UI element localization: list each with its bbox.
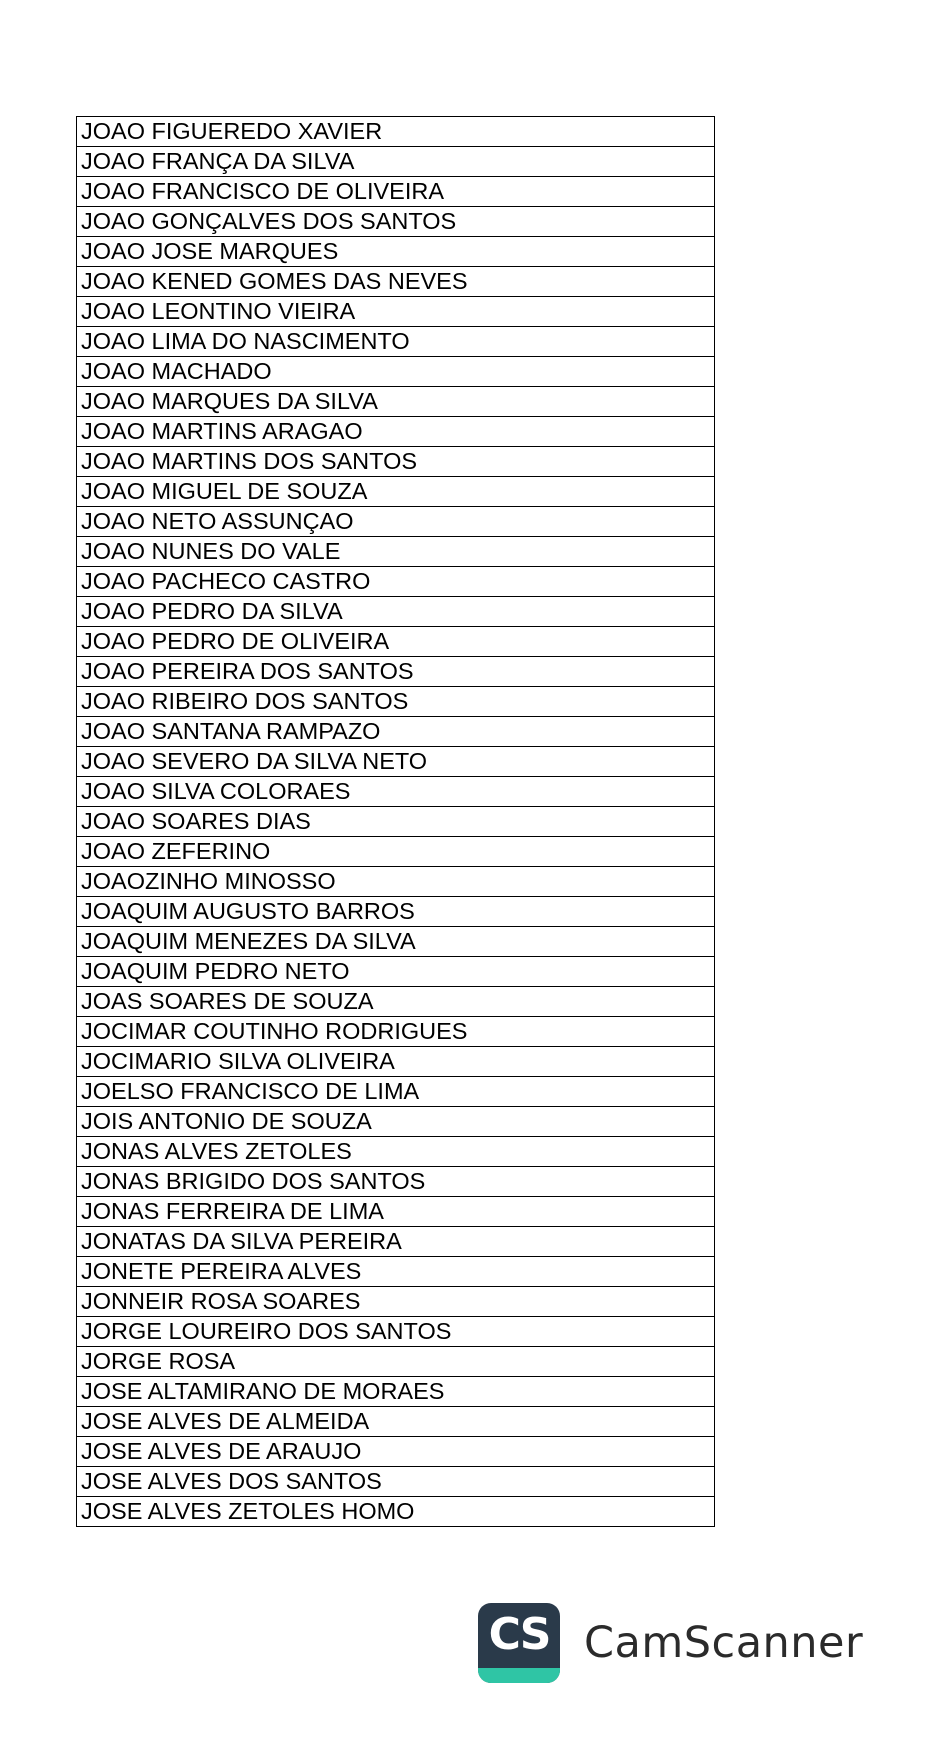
name-cell: JOSE ALTAMIRANO DE MORAES — [77, 1377, 715, 1407]
name-cell: JOAO SEVERO DA SILVA NETO — [77, 747, 715, 777]
table-row — [77, 1497, 715, 1527]
name-cell: JOAO MIGUEL DE SOUZA — [77, 477, 715, 507]
table-row — [77, 1437, 715, 1467]
table-row — [77, 717, 715, 747]
name-cell: JOSE ALVES DE ALMEIDA — [77, 1407, 715, 1437]
name-cell: JOAO LIMA DO NASCIMENTO — [77, 327, 715, 357]
table-row — [77, 177, 715, 207]
name-cell: JOSE ALVES DE ARAUJO — [77, 1437, 715, 1467]
name-cell: JOSE ALVES DOS SANTOS — [77, 1467, 715, 1497]
name-cell: JOAO FRANÇA DA SILVA — [77, 147, 715, 177]
name-cell: JOAO NETO ASSUNÇAO — [77, 507, 715, 537]
table-row — [77, 117, 715, 147]
camscanner-logo-text: CS — [488, 1609, 550, 1660]
table-row — [77, 867, 715, 897]
table-row — [77, 597, 715, 627]
table-row — [77, 207, 715, 237]
name-cell: JOAO GONÇALVES DOS SANTOS — [77, 207, 715, 237]
table-row — [77, 1047, 715, 1077]
name-cell: JOAO MACHADO — [77, 357, 715, 387]
table-row — [77, 1107, 715, 1137]
name-cell: JOELSO FRANCISCO DE LIMA — [77, 1077, 715, 1107]
name-cell: JOCIMARIO SILVA OLIVEIRA — [77, 1047, 715, 1077]
camscanner-watermark — [478, 1603, 863, 1683]
name-cell: JONAS FERREIRA DE LIMA — [77, 1197, 715, 1227]
table-row — [77, 1017, 715, 1047]
table-row — [77, 297, 715, 327]
table-row — [77, 567, 715, 597]
table-row — [77, 477, 715, 507]
name-cell: JOAO PEDRO DE OLIVEIRA — [77, 627, 715, 657]
table-row — [77, 1377, 715, 1407]
table-row — [77, 537, 715, 567]
name-cell: JOAO MARTINS DOS SANTOS — [77, 447, 715, 477]
name-cell: JONETE PEREIRA ALVES — [77, 1257, 715, 1287]
table-row — [77, 327, 715, 357]
name-cell: JOAO PACHECO CASTRO — [77, 567, 715, 597]
name-cell: JORGE LOUREIRO DOS SANTOS — [77, 1317, 715, 1347]
table-row — [77, 987, 715, 1017]
table-row — [77, 237, 715, 267]
table-row — [77, 687, 715, 717]
name-cell: JOAQUIM MENEZES DA SILVA — [77, 927, 715, 957]
name-cell: JOAQUIM AUGUSTO BARROS — [77, 897, 715, 927]
table-row — [77, 1077, 715, 1107]
table-row — [77, 267, 715, 297]
table-row — [77, 1467, 715, 1497]
name-cell: JOAO JOSE MARQUES — [77, 237, 715, 267]
camscanner-logo-icon — [478, 1603, 560, 1683]
name-cell: JOAO PEREIRA DOS SANTOS — [77, 657, 715, 687]
names-table — [76, 116, 715, 1527]
name-cell: JOAO PEDRO DA SILVA — [77, 597, 715, 627]
name-cell: JONAS ALVES ZETOLES — [77, 1137, 715, 1167]
camscanner-wordmark: CamScanner — [584, 1618, 864, 1668]
table-row — [77, 1137, 715, 1167]
table-row — [77, 837, 715, 867]
name-cell: JOAO KENED GOMES DAS NEVES — [77, 267, 715, 297]
name-cell: JOIS ANTONIO DE SOUZA — [77, 1107, 715, 1137]
name-cell: JONAS BRIGIDO DOS SANTOS — [77, 1167, 715, 1197]
table-row — [77, 807, 715, 837]
table-row — [77, 1227, 715, 1257]
name-cell: JOAOZINHO MINOSSO — [77, 867, 715, 897]
name-cell: JONNEIR ROSA SOARES — [77, 1287, 715, 1317]
table-row — [77, 627, 715, 657]
name-cell: JOAO MARTINS ARAGAO — [77, 417, 715, 447]
name-cell: JOAO NUNES DO VALE — [77, 537, 715, 567]
name-cell: JOAQUIM PEDRO NETO — [77, 957, 715, 987]
table-row — [77, 657, 715, 687]
name-cell: JONATAS DA SILVA PEREIRA — [77, 1227, 715, 1257]
table-row — [77, 1317, 715, 1347]
camscanner-logo-band — [478, 1668, 560, 1683]
name-cell: JOAO SANTANA RAMPAZO — [77, 717, 715, 747]
table-row — [77, 1407, 715, 1437]
table-row — [77, 927, 715, 957]
name-cell: JOAO RIBEIRO DOS SANTOS — [77, 687, 715, 717]
table-row — [77, 1167, 715, 1197]
table-row — [77, 447, 715, 477]
table-row — [77, 897, 715, 927]
name-cell: JOCIMAR COUTINHO RODRIGUES — [77, 1017, 715, 1047]
table-row — [77, 957, 715, 987]
name-cell: JOAO FRANCISCO DE OLIVEIRA — [77, 177, 715, 207]
name-cell: JOAO SILVA COLORAES — [77, 777, 715, 807]
table-row — [77, 1347, 715, 1377]
names-table-body — [77, 117, 715, 1527]
name-cell: JOSE ALVES ZETOLES HOMO — [77, 1497, 715, 1527]
table-row — [77, 1257, 715, 1287]
table-row — [77, 387, 715, 417]
table-row — [77, 147, 715, 177]
table-row — [77, 777, 715, 807]
table-row — [77, 1197, 715, 1227]
name-cell: JOAO ZEFERINO — [77, 837, 715, 867]
name-cell: JOAO LEONTINO VIEIRA — [77, 297, 715, 327]
name-cell: JOAO FIGUEREDO XAVIER — [77, 117, 715, 147]
table-row — [77, 1287, 715, 1317]
name-cell: JORGE ROSA — [77, 1347, 715, 1377]
table-row — [77, 507, 715, 537]
table-row — [77, 747, 715, 777]
name-cell: JOAO MARQUES DA SILVA — [77, 387, 715, 417]
name-cell: JOAO SOARES DIAS — [77, 807, 715, 837]
table-row — [77, 357, 715, 387]
name-cell: JOAS SOARES DE SOUZA — [77, 987, 715, 1017]
table-row — [77, 417, 715, 447]
